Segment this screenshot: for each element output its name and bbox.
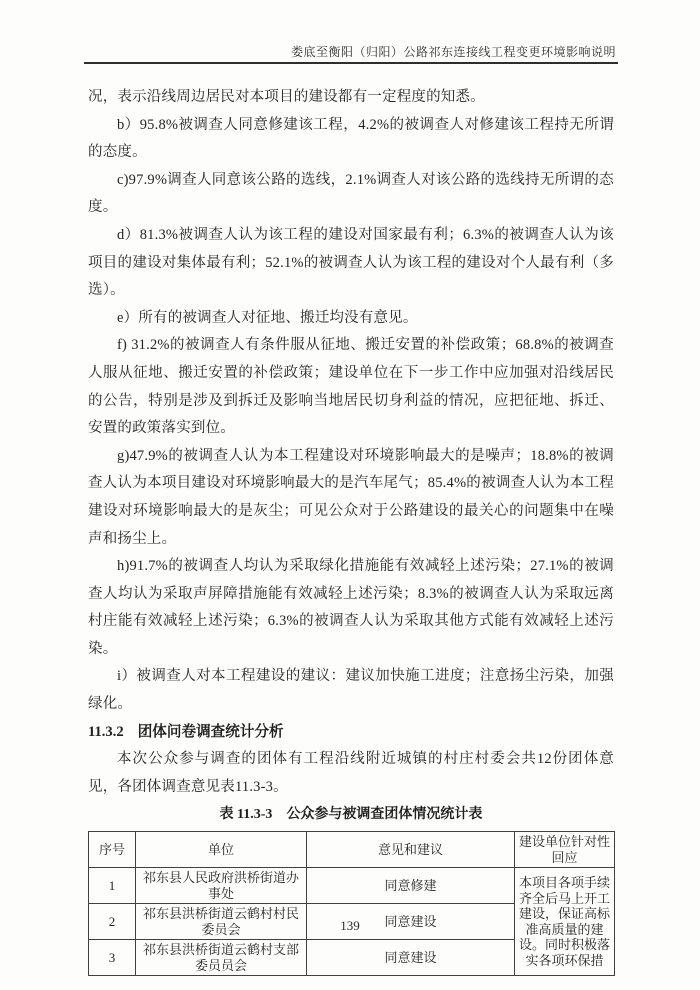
cell-row2-opinion: 同意建设 <box>307 904 515 940</box>
col-header-unit: 单位 <box>136 832 307 868</box>
cell-row2-no: 2 <box>89 904 136 940</box>
col-header-response: 建设单位针对性回应 <box>515 832 615 868</box>
section-title: 团体问卷调查统计分析 <box>137 723 284 740</box>
table-caption-label: 表 11.3-3 <box>219 807 273 823</box>
paragraph-continuation: 况，表示沿线周边居民对本项目的建设都有一定程度的知悉。 <box>88 89 485 105</box>
paragraph-c: c)97.9%调查人同意该公路的选线，2.1%调查人对该公路的选线持无所谓的态度。 <box>88 171 614 216</box>
section-number: 11.3.2 <box>88 723 124 740</box>
cell-row1-no: 1 <box>89 868 136 904</box>
paragraph-b: b）95.8%被调查人同意修建该工程，4.2%的被调查人对修建该工程持无所谓的态度。 <box>88 116 614 161</box>
table-header-row <box>89 832 615 868</box>
table-row-1 <box>89 868 615 904</box>
header-rule <box>84 62 618 64</box>
paragraph-f: f) 31.2%的被调查人有条件服从征地、搬迁安置的补偿政策；68.8%的被调查人服从征地、搬迁安置的补偿政策；建设单位在下一步工作中应加强对沿线居民的公告，特别是涉及到拆迁及影响当地居民切身利益的情况，应把征地、拆迁、安置的政策落实到位。 <box>88 337 614 437</box>
section-heading-11-3-2 <box>88 719 614 747</box>
cell-row1-opinion: 同意修建 <box>307 868 515 904</box>
paragraph-e: e）所有的被调查人对征地、搬迁均没有意见。 <box>117 309 418 326</box>
cell-merged-response: 本项目各项手续齐全后马上开工建设，保证高标准高质量的建设。同时积极落实各项环保措 <box>515 868 615 976</box>
cell-row3-unit: 祁东县洪桥街道云鹤村支部委员员会 <box>136 940 307 976</box>
cell-row1-unit: 祁东县人民政府洪桥街道办事处 <box>136 868 307 904</box>
table-caption-title: 公众参与被调查团体情况统计表 <box>286 807 483 823</box>
table-caption <box>88 804 614 826</box>
col-header-index: 序号 <box>89 832 136 868</box>
cell-row2-unit: 祁东县洪桥街道云鹤村村民委员会 <box>136 904 307 940</box>
paragraph-d: d）81.3%被调查人认为该工程的建设对国家最有利；6.3%的被调查人认为该项目的建设对集体最有利；52.1%的被调查人认为该工程的建设对个人最有利（多选）。 <box>88 226 614 299</box>
survey-groups-table <box>88 831 615 976</box>
section-intro-paragraph: 本次公众参与调查的团体有工程沿线附近城镇的村庄村委会共12份团体意见，各团体调查意见表11.3-3。 <box>88 751 614 795</box>
running-header: 娄底至衡阳（归阳）公路祁东连接线工程变更环境影响说明 <box>290 45 616 59</box>
paragraph-g: g)47.9%的被调查人认为本工程建设对环境影响最大的是噪声；18.8%的被调查人认为本项目建设对环境影响最大的是汽车尾气；85.4%的被调查人认为本工程建设对环境影响最大的是灰尘；可见公众对于公路建设的最关心的问题集中在噪声和扬尘上。 <box>88 447 614 547</box>
cell-row3-opinion: 同意建设 <box>307 940 515 976</box>
col-header-opinion: 意见和建议 <box>307 832 515 868</box>
paragraph-h: h)91.7%的被调查人均认为采取绿化措施能有效减轻上述污染；27.1%的被调查人均认为采取声屏障措施能有效减轻上述污染；8.3%的被调查人认为采取远离村庄能有效减轻上述污染；6.3%的被调查人认为采取其他方式能有效减轻上述污染。 <box>88 558 614 657</box>
page-number: 139 <box>340 918 360 933</box>
cell-row3-no: 3 <box>89 940 136 976</box>
paragraph-i: i）被调查人对本工程建设的建议：建议加快施工进度；注意扬尘污染，加强绿化。 <box>88 668 614 713</box>
page-content <box>88 84 614 976</box>
